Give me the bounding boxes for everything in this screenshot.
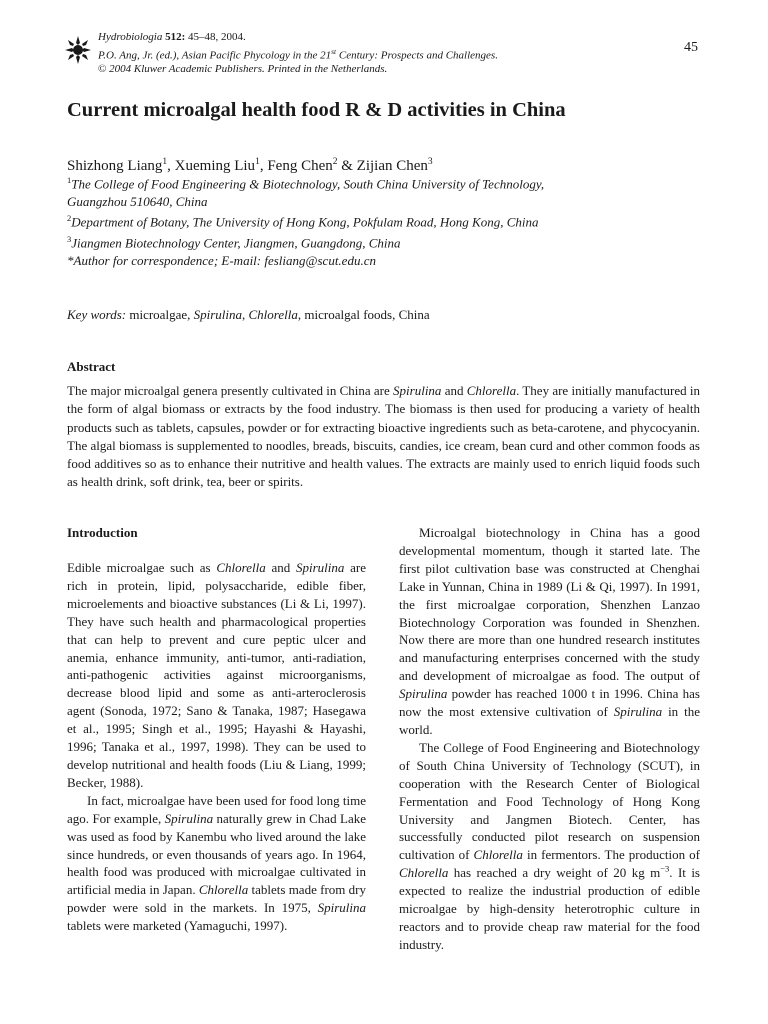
author-name: Feng Chen [267, 158, 333, 174]
intro-paragraph-3: Microalgal biotechnology in China has a good developmental momentum, though it started late. The first pilot cultivation base was constructed at Chenghai Lake in Yunnan, China in 1989 (Li & Qi, 1997). In 1991, the first microalgae corporation, Shenzhen Lanzao Biotechnology Corporation was founded in Shenzhen. Now there are more than one hundred research institutes and manufacturing enterprises concerned with the study and development of microalgae as food. The output of Spirulina powder has reached 1000 t in 1996. China has now the most extensive cultivation of Spirulina in the world. [399, 525, 700, 737]
affiliation-1-cont: Guangzhou 510640, China [67, 193, 208, 209]
affiliations [67, 172, 707, 269]
intro-paragraph-2: In fact, microalgae have been used for food long time ago. For example, Spirulina naturally grew in Chad Lake was used as food by Kanembu who lived around the lake since hundreds, or even thousands of years ago. In 1964, health food was produced with microalgae cultivated in artificial media in Japan. Chlorella tablets made from dry powder were sold in the markets. In 1975, Spirulina tablets were marketed (Yamaguchi, 1997). [67, 792, 366, 934]
page-number: 45 [684, 40, 698, 55]
publication-header [98, 31, 658, 76]
journal-volume: 512: [165, 31, 186, 43]
intro-paragraph-4: The College of Food Engineering and Biotechnology of South China University of Technology (SCUT), in cooperation with the Research Center of Biological Fermentation and Food Technology of Hong Kong University and Jangmen Biotech. Center, has successfully conducted pilot research on suspension cultivation of Chlorella in fermentors. The production of Chlorella has reached a dry weight of 20 kg $m^{-3}$. It is expected to realize the industrial production of edible microalgae by high-density heterotrophic culture in reactors and to provide cheap raw material for the food industry. [399, 739, 700, 952]
abstract-text: The major microalgal genera presently cultivated in China are Spirulina and Chlorella. They are initially manufactured in the form of algal biomass or extracts by the food industry. The biomass is then used for producing a variety of health products such as tablets, capsules, powder or for extracting bioactive ingredients such as beta-carotene, and phycocyanin. The algal biomass is supplemented to noodles, breads, biscuits, candies, ice cream, bean curd and other common foods as food additives so as to enhance their nutritive and health values. The extracts are mainly used to enrich liquid foods such as health drink, soft drink, tea, beer or spirits. [67, 383, 700, 490]
publisher-logo-icon [64, 35, 92, 65]
copyright-line: © 2004 Kluwer Academic Publishers. Printed in the Netherlands. [98, 62, 388, 75]
abstract-heading: Abstract [67, 359, 116, 374]
author-name: Zijian Chen [356, 158, 428, 174]
affiliation-3: $^3$Jiangmen Biotechnology Center, Jiangmen, Guangdong, China [67, 234, 401, 251]
intro-paragraph-1: Edible microalgae such as Chlorella and Spirulina are rich in protein, lipid, polysaccharide, edible fiber, microelements and bioactive substances (Li & Li, 1997). They have such health and pharmacological properties that can help to prevent and cure peptic ulcer and anemia, enhance immunity, anti-tumor, anti-radiation, anti-pathogenic activities against microorganisms, decrease blood lipid and some as anti-arteroclerosis agent (Sonoda, 1972; Sano & Tanaka, 1987; Hasegawa et al., 1995; Singh et al., 1995; Hayashi & Hayashi, 1996; Tanaka et al., 1997, 1998). They can be used to develop nutritional and health foods (Liu & Liang, 1999; Becker, 1988). [67, 560, 366, 790]
right-column [399, 524, 700, 954]
keywords-label: Key words: [67, 307, 127, 322]
journal-pages-year: 45–48, 2004. [188, 31, 246, 43]
author-list: Shizhong Liang$^1$, Xueming Liu$^1$, Feng Chen$^2$ & Zijian Chen$^3$ [67, 157, 433, 174]
left-column [67, 524, 366, 935]
keywords: Key words: microalgae, Spirulina, Chlorella, microalgal foods, China [67, 307, 430, 322]
proceedings-line: P.O. Ang, Jr. (ed.), Asian Pacific Phycology in the 21st Century: Prospects and Challenges. [98, 46, 498, 62]
affiliation-1: $^1$The College of Food Engineering & Biotechnology, South China University of Technology, [67, 175, 545, 192]
author-name: Shizhong Liang [67, 158, 163, 174]
author-name: Xueming Liu [174, 158, 256, 174]
journal-name: Hydrobiologia [98, 31, 163, 43]
affiliation-2: $^2$Department of Botany, The University of Hong Kong, Pokfulam Road, Hong Kong, China [67, 213, 539, 230]
paper-title: Current microalgal health food R & D activities in China [67, 99, 566, 121]
copyright-icon: © [98, 62, 107, 75]
correspondence: *Author for correspondence; E-mail: fesliang@scut.edu.cn [67, 252, 376, 268]
introduction-heading: Introduction [67, 525, 138, 540]
journal-line [98, 31, 658, 45]
